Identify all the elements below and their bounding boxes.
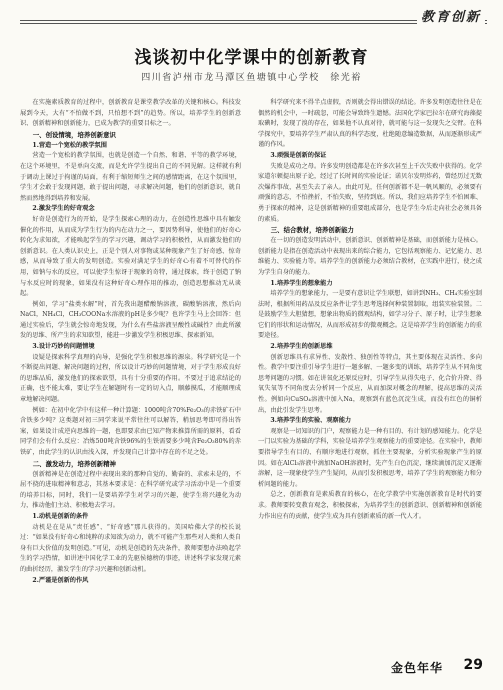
section-heading: 三、结合教材，培养创新能力 bbox=[270, 226, 354, 235]
right-text-column bbox=[258, 98, 482, 653]
paragraph: 设疑是探索科学真理的向导，是强化学生积极思维的源泉。科学研究是一个不断提出问题、解决问题的过程，所以设计巧妙的问题情境，对于学生形成良好的思维品质，激发他们的探索欲望，具有十分重要的作用。不要过于追求结论的正确，也不能太难，要让学生在解题时有一定的切入点，顺藤摸瓜，才能顺理成章地解决问题。 bbox=[20, 353, 241, 404]
subsection-heading: 1.营造一个宽松的教学氛围 bbox=[32, 141, 107, 149]
section-heading: 一、创设情境，培养创新意识 bbox=[32, 130, 116, 139]
subsection-heading: 2.激发学生的好奇观念 bbox=[32, 205, 95, 213]
paragraph: 好奇是创造行为的开始，是学生探索心理的动力，在创造性思维中具有触发催化的作用，从而成为学生行为的内在动力之一，要因势利导，使他们的好奇心转化为求知欲，才能唤起学生的学习兴趣，调动学习的积极性，从而激发他们的创新意识。在人类认识史上，正是个别人对事物或某种现象产生了好奇感、惊奇感，从而导致了重大的发明创造。实验对满足学生的好奇心有着不可替代的作用，如钠与水的反应，可以使学生惊讶于现象的奇特，通过探索，终于创造了钠与水反应时的现象，如果没有这种好奇心理作用的推动，创造思想推动无从谈起。 bbox=[20, 215, 241, 298]
paragraph: 创新精神是在创造过程中表现出来的那种自觉的、勤奋的、求索未是的，不屈不挠的进取精神和意志，其基本要求是：在科学研究或学习活动中是一个重要的培养目标，同时，我们一是要培养学生对学习的兴趣，使学生将兴趣化为动力，推动他们主动、积极地去学习。 bbox=[20, 470, 241, 510]
paragraph: 在实施素质教育的过程中，创新教育是课堂教学改革的关键和核心。科技发展到今天，大有“不怕做不到，只怕想不到”的趋势。所以，培养学生的创新意识、创新精神和创新能力，已成为教学的重要目标之一。 bbox=[20, 99, 241, 128]
paragraph: 科学研究来不得半点虚假，否则就会得出错误的结论。许多发明创造往往是在偶然的机会中，一时疏忽，可能会导致终生遗憾。法国化学家巴拉尔在研究海藻提取碘时，发现了溴的存在，如果他不认真对待，就可能与这一发现失之交臂。在科学探究中，要培养学生严肃认真的科学态度，杜绝随意编造数据，从而逐渐形成严谨的作风。 bbox=[258, 99, 482, 149]
left-text-column bbox=[20, 98, 241, 653]
paragraph: 在一切的创造发明活动中，创新意识、创新精神是基础，而创新能力是核心。创新能力是指在创造活动中表现出来的综合能力，它包括观察能力、记忆能力、思维能力、实验能力等。培养学生的创新能力必须结合教材，在实践中进行，使之成为学生自身的能力。 bbox=[258, 237, 482, 276]
paragraph: 动机是在是从“责任感”、“好奇感”那儿获得的。美国哈佛大学的校长说过：“如果没有好奇心和纯粹的求知欲为动力，就不可能产生那些对人类和人类自身有巨大价值的发明创造。”可见，动机是创造的先决条件，教师要想办法唤起学生的学习热情，如讲述中国化学工业的先驱侯德榜的事迹，讲述科学家发现元素的曲折经历，激发学生的学习兴趣和创新动机。 bbox=[20, 523, 241, 573]
paragraph: 创新思维具有求异性、发散性、独创性等特点，其主要体现在灵活性、多向性。教学中要注重引导学生进行一题多解、一题多变的训练，培养学生从不同角度思考问题的习惯。如在讲氧化还原反应时，引导学生从得失电子、化合价升降、得氧失氧等不同角度去分析同一个反应，从而加深对概念的理解，提高思维的灵活性。例如向CuSO₄溶液中加入Na，观察到有蓝色沉淀生成，而没有红色的铜析出，由此引发学生思考。 bbox=[258, 353, 482, 414]
section-heading: 二、激发动力，培养创新精神 bbox=[32, 459, 116, 468]
article-title: 浅谈初中化学课中的创新教育 bbox=[134, 48, 369, 68]
subsection-heading: 2.培养学生的创新思维 bbox=[270, 343, 333, 351]
subsection-heading: 3.培养学生的实验、观察能力 bbox=[270, 417, 352, 425]
paragraph: 失败是成功之母。许多发明创造都是在许多次甚至上千次失败中获得的。化学家道尔顿提出原子论，经过了长时间的实验论证；诺贝尔发明炸药，曾经历过无数次爆炸事故，甚至失去了亲人。由此可见，任何创新都不是一帆风顺的，必须要有顽强的意志，不怕挫折，不怕失败，坚持到底。所以，我们应培养学生不怕困难、勇于探索的精神，这是创新精神的重要组成部分，也是学生今后走向社会必须具备的素质。 bbox=[258, 162, 482, 223]
subsection-heading: 3.顽强是创新的保证 bbox=[270, 151, 327, 159]
paragraph: 观察是一切知识的门户，观察能力是一种有目的、有计划的感知能力。化学是一门以实验为基础的学科，实验是培养学生观察能力的重要途径。在实验中，教师要指导学生有目的、有顺序地进行观察，抓住主要现象，分析实验现象产生的原因。如在AlCl₃溶液中滴加NaOH溶液时，先产生白色沉淀，继续滴加沉淀又逐渐溶解，这一现象使学生产生疑问，从而引发积极思考，培养了学生的观察能力和分析问题的能力。 bbox=[258, 427, 482, 488]
subsection-heading: 1.培养学生的想象能力 bbox=[270, 279, 333, 287]
paragraph: 例如，学习“盐类水解”时，首先我出题醋酸钠溶液，碳酸钠溶液，然后向NaCl，NH₄Cl，CH₃COONa水溶液的pH是多少呢？也许学生马上会回答：但通过实验后，学生就会惊奇地发现，为什么有些盐溶液呈酸性或碱性？由此所激发的思维、所产生的求知欲望，能进一步激发学生积极思维、探索新知。 bbox=[20, 300, 241, 340]
paragraph: 例如：在初中化学中有这样一种计算题：1000吨含70%Fe₂O₃的赤铁矿石中含铁多少吨？这类题对初三同学来说平常往往可以解答，稍加思考即可得出答案，如果设计成逆向思维的一题，也即要求由已知产物来推算所需的原料，看看同学们会有什么反应：冶炼500吨含铁96%的生铁需要多少吨含Fe₂O₃80%的赤铁矿，由此学生的认识由浅入深，并发现自己计算中存在的不足之处。 bbox=[20, 406, 241, 456]
magazine-name: 金色年华 bbox=[390, 661, 443, 675]
subsection-heading: 1.动机是创新的条件 bbox=[32, 512, 89, 520]
article-author: 四川省泸州市龙马潭区鱼塘镇中心学校 徐光裕 bbox=[141, 73, 362, 83]
subsection-heading: 2.严谨是创新的作风 bbox=[32, 576, 89, 584]
paragraph: 营造一个宽松的教学氛围，也就是创造一个自然、和谐、平等的教学环境，在这个环境里，不是单向交流，而是允许学生提出自己的不同见解。这样就有利于调动上课过于拘谨的局面，有利于缩短师生之间的感情距离，在这个氛围里，学生才会敢于发现问题，敢于提出问题，寻求解决问题，他们的创新意识，就自然而然地得到培养和发展。 bbox=[20, 152, 241, 202]
column-label: 教育创新 bbox=[417, 6, 485, 25]
paragraph: 总之，创新教育是素质教育的核心，在化学教学中实施创新教育是时代的要求。教师要转变教育观念，积极探索，为培养学生的创新意识、创新精神和创新能力作出应有的贡献，使学生成为具有创新素质的新一代人才。 bbox=[258, 491, 482, 520]
page-number: 29 bbox=[463, 657, 483, 673]
paragraph: 培养学生的想象能力，一是要有意识让学生联想，如讲到NH₃、CH₄实验室制法时，根据所用药品及反应条件让学生思考选择何种装置制取，组装实验装置。二是鼓励学生大胆猜想，想象出物质的微观结构，如学习分子、原子时，让学生想象它们的形状和运动情况，从而形成初步的微观概念。这是培养学生的创新能力的重要途径。 bbox=[258, 290, 482, 340]
subsection-heading: 3.设计巧妙的问题情境 bbox=[32, 343, 95, 351]
